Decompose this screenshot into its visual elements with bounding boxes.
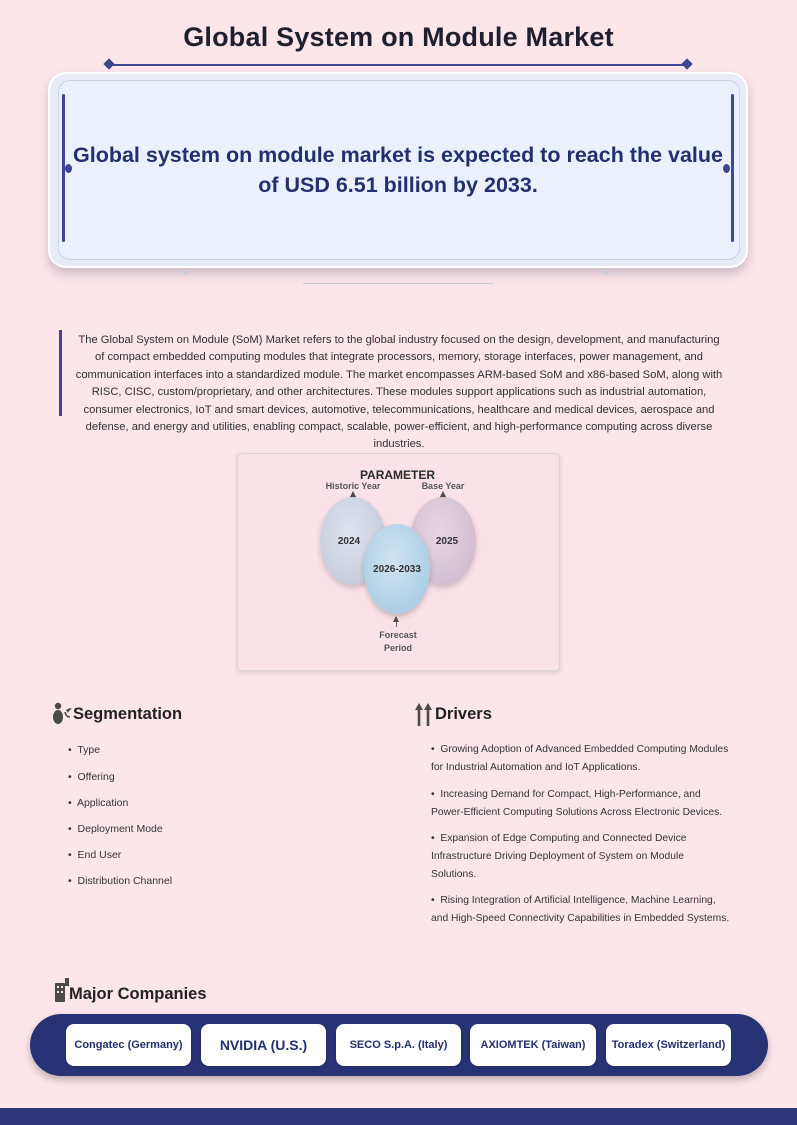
footer-bar: [0, 1108, 797, 1125]
company-toradex: Toradex (Switzerland): [606, 1024, 731, 1066]
hero-small-dot-left: [183, 270, 188, 275]
company-congatec: Congatec (Germany): [66, 1024, 191, 1066]
forecast-circle: [364, 524, 430, 614]
hero-underline: [303, 283, 493, 284]
segmentation-item-deployment-mode: • Deployment Mode: [68, 823, 163, 835]
company-axiomtek: AXIOMTEK (Taiwan): [470, 1024, 596, 1066]
page-title: Global System on Module Market: [183, 22, 614, 52]
people-icon: [52, 701, 74, 727]
segmentation-item-application: • Application: [68, 797, 129, 809]
forecast-value: 2026-2033: [373, 563, 421, 575]
segmentation-heading: Segmentation: [73, 705, 183, 723]
parameter-title: PARAMETER: [359, 468, 436, 482]
companies-heading: Major Companies: [69, 985, 207, 1003]
company-nvidia: NVIDIA (U.S.): [201, 1024, 326, 1066]
hero-bar-right: [731, 94, 734, 242]
building-icon: [54, 977, 70, 1003]
drivers-heading: Drivers: [435, 705, 492, 723]
title-divider: [110, 64, 688, 66]
driver-item: • Expansion of Edge Computing and Connected Device Infrastructure Driving Deployment of System on Module Solutions.: [431, 833, 687, 880]
base-year-value: 2025: [435, 535, 459, 547]
forecast-label-line-1: Forecast: [379, 630, 417, 640]
driver-item: • Growing Adoption of Advanced Embedded Computing Modules for Industrial Automation and IoT Applications.: [431, 744, 729, 773]
up-arrows-icon: [414, 701, 434, 727]
description-bar: [59, 330, 62, 416]
base-year-label: Base Year: [421, 481, 465, 491]
driver-item: • Increasing Demand for Compact, High-Performance, and Power-Efficient Computing Solutions Across Electronic Devices.: [431, 789, 723, 818]
historic-year-label: Historic Year: [325, 481, 381, 491]
segmentation-item-distribution-channel: • Distribution Channel: [68, 875, 173, 887]
company-seco: SECO S.p.A. (Italy): [336, 1024, 461, 1066]
segmentation-item-offering: • Offering: [68, 771, 115, 783]
description-text: The Global System on Module (SoM) Market refers to the global industry focused on the design, development, and manufacturing of compact embedded computing modules that integrate processors, memory, storage interfaces, power management, and communication interfaces into a standardized module. The market encompasses ARM-based SoM and x86-based SoM, along with RISC, CISC, custom/proprietary, and other architectures. These modules support applications such as industrial automation, consumer electronics, IoT and smart devices, automotive, telecommunications, healthcare and medical devices, aerospace and defense, and energy and utilities, enabling compact, scalable, power-efficient, and high-performance computing across diverse industries.: [75, 334, 723, 451]
historic-year-value: 2024: [337, 535, 361, 547]
segmentation-item-type: • Type: [68, 744, 101, 756]
hero-small-dot-right: [604, 270, 609, 275]
driver-item: • Rising Integration of Artificial Intelligence, Machine Learning, and High-Speed Connectivity Capabilities in Embedded Systems.: [431, 895, 730, 924]
forecast-label-line-2: Period: [383, 643, 412, 653]
title-diamond-right: [681, 58, 692, 69]
segmentation-item-end-user: • End User: [68, 849, 122, 861]
forecast-arrow-stem: [396, 621, 397, 627]
hero-text: Global system on module market is expected to reach the value of USD 6.51 billion by 2033.: [73, 143, 723, 197]
